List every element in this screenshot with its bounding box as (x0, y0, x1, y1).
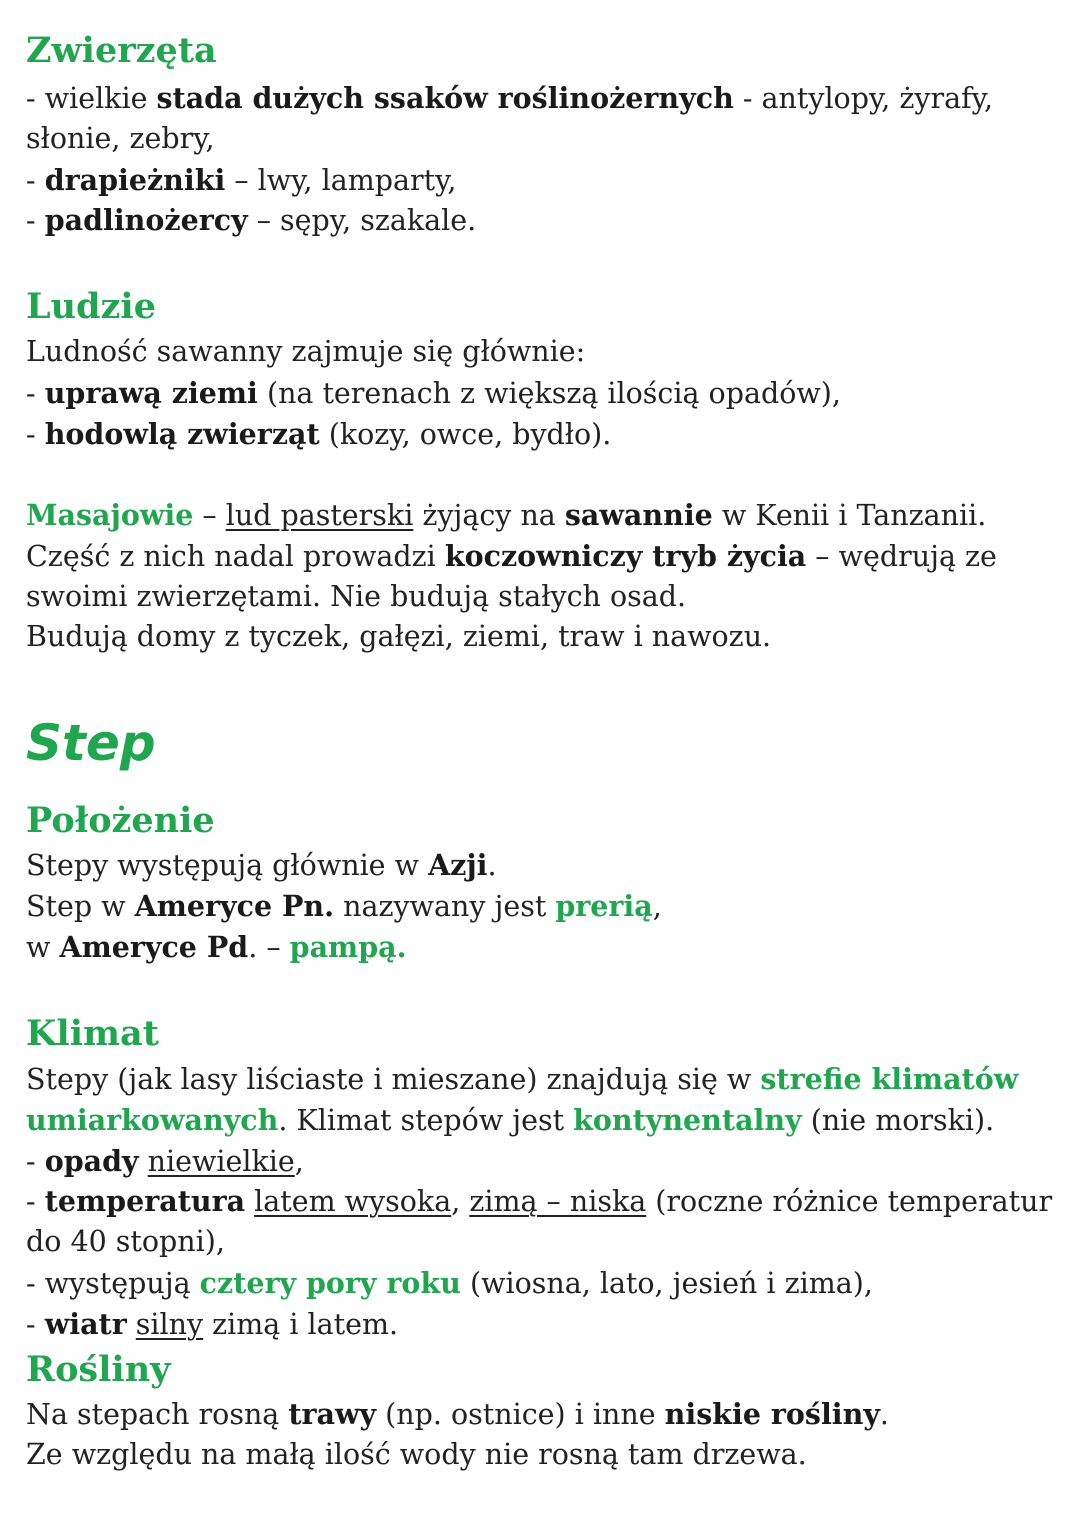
klimat-line-2: umiarkowanych. Klimat stepów jest kontynentalny (nie morski). (26, 1102, 995, 1137)
zwierzeta-line-4: - padlinożercy – sępy, szakale. (26, 203, 477, 238)
masajowie-paragraph (26, 495, 1066, 658)
heading-polozenie: Położenie (26, 800, 215, 841)
klimat-line-3: - opady niewielkie, (26, 1143, 304, 1178)
polozenie-line-1: Stepy występują głównie w Azji. (26, 848, 497, 882)
klimat-line-4: - temperatura latem wysoka, zimą – niska (roczne różnice temperatur (26, 1184, 1053, 1219)
klimat-text (26, 1059, 1066, 1345)
masajowie-line-2: Część z nich nadal prowadzi koczowniczy tryb życia – wędrują ze (26, 538, 997, 573)
polozenie-text (26, 845, 1066, 967)
masajowie-line-4: Budują domy z tyczek, gałęzi, ziemi, traw i nawozu. (26, 620, 772, 654)
rosliny-text (26, 1394, 1066, 1476)
zwierzeta-list (26, 78, 1066, 241)
rosliny-line-1: Na stepach rosną trawy (np. ostnice) i inne niskie rośliny. (26, 1397, 889, 1431)
section-title-step: Step (26, 714, 156, 772)
ludzie-intro: Ludność sawanny zajmuje się głównie: (26, 335, 586, 368)
ludzie-list (26, 332, 1066, 454)
rosliny-line-2: Ze względu na małą ilość wody nie rosną tam drzewa. (26, 1437, 807, 1471)
polozenie-line-2: Step w Ameryce Pn. nazywany jest prerią, (26, 888, 662, 923)
zwierzeta-line-1: - wielkie stada dużych ssaków roślinożernych - antylopy, żyrafy, (26, 81, 994, 115)
masajowie-line-3: swoimi zwierzętami. Nie budują stałych osad. (26, 579, 687, 613)
ludzie-line-1: - uprawą ziemi (na terenach z większą ilością opadów), (26, 375, 841, 410)
masajowie-line-1: Masajowie – lud pasterski żyjący na sawannie w Kenii i Tanzanii. (26, 498, 987, 532)
polozenie-line-3: w Ameryce Pd. – pampą. (26, 929, 407, 964)
heading-ludzie: Ludzie (26, 286, 156, 327)
klimat-line-1: Stepy (jak lasy liściaste i mieszane) znajdują się w strefie klimatów (26, 1062, 1019, 1096)
heading-zwierzeta: Zwierzęta (26, 30, 217, 71)
zwierzeta-line-2: słonie, zebry, (26, 121, 215, 155)
klimat-line-5: do 40 stopni), (26, 1225, 225, 1259)
heading-rosliny: Rośliny (26, 1349, 171, 1390)
zwierzeta-line-3: - drapieżniki – lwy, lamparty, (26, 162, 457, 197)
ludzie-line-2: - hodowlą zwierząt (kozy, owce, bydło). (26, 416, 612, 451)
klimat-line-6: - występują cztery pory roku (wiosna, lato, jesień i zima), (26, 1265, 873, 1300)
klimat-line-7: - wiatr silny zimą i latem. (26, 1306, 399, 1341)
masajowie-term: Masajowie (26, 498, 194, 532)
heading-klimat: Klimat (26, 1013, 159, 1054)
